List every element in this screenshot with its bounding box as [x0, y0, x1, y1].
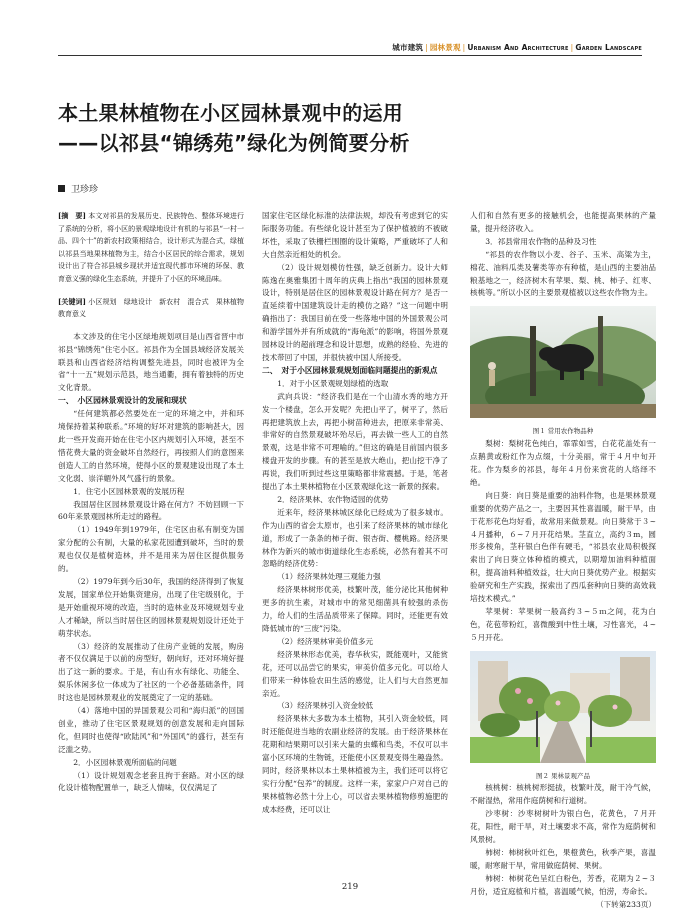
article-title: [58, 98, 658, 158]
paragraph: “祁县的农作物以小麦、谷子、玉米、高粱为主，棉花、油料瓜类及薯类等亦有种植，是山西的主要油品粮基地之一，经济树木有苹果、梨、桃、柿子、红枣、核桃等。”所以小区的主要景观植被以这些农作物为主。: [470, 249, 656, 298]
subheading: （2）经济果林审美价值多元: [277, 636, 374, 646]
paragraph: 梨树：梨树花色纯白，霏霏如雪，白花花盖处有一点鹅黄或粉红作为点缀，十分美丽，常于４月中旬开花。作为梨乡的祁县，每年４月份来赏花的人络绎不绝。: [470, 439, 656, 487]
paragraph: 经济果林树形优美，枝繁叶茂，能分泌比其他树种更多的抗生素，对城市中的常见细菌具有较强的杀伤力，给人们的生活品质带来了保障。同时，还能更有效降低城市的“三废”污染。: [262, 585, 448, 633]
author-line: [58, 182, 98, 195]
section-heading: 二、 对于小区园林景观规划面临问题提出的新观点: [262, 365, 438, 375]
header-subsection-cn: 园林景观: [429, 43, 461, 52]
paragraph: 苹果树：苹果树一般高约３~５ｍ之间，花为白色，花苞带粉红，喜微酸到中性土壤，习性喜光，４~５月开花。: [470, 606, 656, 642]
abstract-text: 本文对祁县的发展历史、民族特色、整体环境进行了系统的分析，将小区的景观绿地设计有机的与祁县“一村一品、四个十”的新农村政策相结合，设计形式为混合式，绿植以祁县当地果林植物为主，结合小区居民的综合需求，规划设计出了符合祁县城乡现状并适宜现代都市环境的环保、教育意义强的绿化生态系统，并提升了小区的环境品味。: [58, 212, 245, 283]
orchard-landscape-image: [470, 651, 656, 763]
paragraph: 核桃树：核桃树形挺拔，枝繁叶茂，耐干冷气候，不耐湿热，常用作庭荫树和行道树。: [470, 783, 656, 806]
paragraph: （2）设计规划模仿性强，缺乏创新力。设计大师陈逸在奥雅集团十周年的庆典上指出“我国的园林景观设计，特别是居住区的园林景观设计路在何方？是否一直延续着中国建筑设计走的模仿之路？”这一问题中明确指出了：我国目前在受一些落地中国的外国景观公司和游学国外并有所成就的“海龟派”的影响，将国外景观园林设计的超前理念和设计思想，成熟的经验、先进的技术带回了中国，并很快被中国人所接受。: [262, 262, 448, 362]
subheading: 3．祁县常用农作物的品种及习性: [485, 236, 597, 246]
header-text: 城市建筑 | 园林景观 | Urbanism And Architecture | Garden Landscape: [392, 43, 642, 52]
paragraph: （4）落地中国的异国景观公司和“海归派”的回国创业，推动了住宅区景观规划的创意发展和走向国际化，但同时也使得“欧陆风”和“外国风”的盛行，甚至有泛滥之势。: [58, 706, 244, 754]
paragraph: 柿树：柿树花色呈红白粉色，芳香，花期为２~３月份，适宜庭植和片植，喜温暖气候，怕涝，寿命长。: [470, 873, 656, 896]
paragraph: （1）设计规划观念老套且拘于套路。对小区的绿化设计植物配置单一，缺乏人情味，仅仅满足了: [58, 770, 244, 793]
subheading: （3）经济果林引入资金较低: [277, 701, 374, 711]
column-1: [58, 210, 252, 795]
paragraph: 本文涉及的住宅小区绿地规划项目是山西省晋中市祁县“锦绣苑”住宅小区。祁县作为全国县域经济发展关联县和山西省经济结构调整先进县，同时也被评为全省“十一五”规划示范县，地当通衢，拥有着独特的历史文化背景。: [58, 331, 244, 393]
author-name: 卫珍珍: [71, 185, 99, 195]
paragraph: 向日葵：向日葵是重要的油料作物，也是果林景观重要的优势产品之一，主要因其性喜温暖，耐干旱，由于花形花色均好看，故常用来做景观。向日葵常于３~４月播种，６~７月开花结果。茎直立，高约３m，圆形多棱角，茎秆银白色伴有硬毛，“祁县农业局积极探索出了向日葵立体种植的模式，以期增加油料种植面积，提高油料种植效益，壮大向日葵优势产业。根据实验研究和生产实践，探索出了西瓜套种向日葵的高效栽培技术模式。”: [470, 490, 656, 604]
subheading: 2．小区园林景观所面临的问题: [73, 757, 177, 767]
keywords-text: 小区规划 绿地设计 新农村 混合式 果林植物 教育意义: [58, 297, 252, 319]
crop-photo-image: [470, 306, 656, 418]
continued-note: （下转第233页）: [595, 899, 656, 909]
header-subsection-en: Garden Landscape: [575, 43, 642, 52]
keywords-label: [关键词]: [58, 296, 86, 306]
keywords: [58, 296, 252, 321]
abstract-label: [摘 要]: [58, 211, 86, 220]
section-heading: 一、 小区园林景观设计的发展和现状: [58, 396, 187, 406]
paragraph: （2）1979年到今后30年，我国的经济得到了恢复发展，国家单位开始集资建房，出现了住宅级别化，于是开始重视环境的改造，当时的造林业及环境规划专业人才稀缺，所以当时居住区的园林景观规划设计还处于萌芽状态。: [58, 576, 244, 638]
paragraph: 我国居住区园林景观设计路在何方？不妨回顾一下60年来景观园林所走过的路程。: [58, 499, 244, 522]
paragraph: 近来年，经济果林城区绿化已经成为了很多城市。作为山西的省会太原市，也引来了经济果林的城市绿化道，形成了一条条的柿子街、银杏街、樱桃路。经济果林作为新兴的城市街道绿化生态系统，必然有着其不可忽略的经济优势：: [262, 507, 448, 569]
running-header: [0, 42, 700, 56]
square-bullet-icon: [58, 185, 65, 192]
title-line-1: 本土果林植物在小区园林景观中的运用: [58, 101, 404, 125]
paragraph: （3）经济的发展推动了住房产业链的发展，购房者不仅仅满足于以前的房型好，朝向好，还对环境好提出了这一新的要求。于是，有山有水有绿化、功能全、娱乐休闲多位一体成为了社区的一个必备基础条件，同时这也是园林景观业的发展奠定了一定的基础。: [58, 641, 244, 703]
column-3: [470, 210, 656, 912]
title-line-2: ——以祁县“锦绣苑”绿化为例简要分析: [58, 131, 410, 155]
subheading: 1．对于小区景观规划绿植的选取: [277, 378, 389, 388]
paragraph: “任何建筑都必然要处在一定的环境之中，并和环境保持着某种联系。”环境的好坏对建筑的影响甚大，因此一些开发商开始在住宅小区内规划引入环境，甚至不惜花费大量的资金破坏自然经行，再按照人们的意图来创造人工的自然环境，使得小区的景观建设出现了本土文化弱、崇洋媚外风气盛行的景象。: [58, 409, 244, 483]
subheading: （1）经济果林处理三观能力强: [277, 572, 381, 582]
paragraph: 国家住宅区绿化标准的法律法规，却没有考虑到它的实际服务功能。有些绿化设计甚至为了保护植被的不被破坏性，采取了铁栅栏围圈的设计策略，严重破坏了人和大自然亲近相处的机会。: [262, 211, 448, 259]
header-section-cn: 城市建筑: [392, 43, 424, 52]
figure-2-caption: 图２ 果林景观产品: [535, 771, 591, 780]
header-rule: [58, 55, 642, 56]
figure-2: [470, 651, 656, 768]
paragraph: 武向兵说：“经济我们是在一个山清水秀的地方开发一个楼盘，怎么开发呢？先把山平了，树平了，然后再把建筑放上去，再把小树苗种进去，把原来非常美、非常好的自然景观破坏殆尽后，再去做一些人工的自然景观，这是非常不可理喻的。”但这的确是目前国内很多楼盘开发的步骤。有的甚至是放大绝山，把山挖干净了再说，我们听到过些这里策略都非常震撼。于是，笔者提出了本土果林植物在小区景观绿化这一新景的探索。: [262, 391, 448, 492]
figure-1: [470, 306, 656, 423]
subheading: 2．经济果林、农作物适园的优势: [277, 494, 389, 504]
header-section-en: Urbanism And Architecture: [467, 43, 569, 52]
abstract: [58, 210, 244, 286]
page-number: 219: [341, 882, 359, 892]
paragraph: 柿树：柿树秋叶红色，果橙黄色，秋季产果，喜温暖，耐寒耐干旱，常用做庭荫树、果树。: [470, 848, 656, 870]
subheading: 1．住宅小区园林景观的发展历程: [73, 486, 185, 496]
paragraph: 经济果林大多数为本土植物，其引入资金较低，同时还能促进当地的农副业经济的发展。由于经济果林在花期和结果期可以引来大量的虫蝶和鸟类，不仅可以丰富小区环境的生物链，还能使小区景观变得生趣盎然。同时，经济果林以本土果林植被为主，我们还可以将它实行分配“包养”的制度。这样一来，家家户户对自己的果林植物必然十分上心，可以省去果林植物修剪施肥的成本经费，还可以让: [262, 714, 448, 814]
paragraph: 经济果林形态优美，春华秋实，既能观叶，又能赏花，还可以品尝它的果实，审美价值多元化。可以给人们带来一种体验农田生活的感觉，让人们与大自然更加亲近。: [262, 649, 448, 698]
paragraph: （1）1949年到1979年，住宅区由私有制变为国家分配的公有制，大量的私家花园遭到破坏，当时的景观也仅仅是植树造林，并不是用来为居住区提供服务的。: [58, 525, 244, 574]
column-2: [262, 210, 448, 817]
paragraph: 沙枣树：沙枣树树叶为银白色，花黄色，７月开花，阳性，耐干旱，对土壤要求不高，常作为庭荫树和风景树。: [470, 809, 656, 845]
paragraph: 人们和自然有更多的接触机会，也能提高果林的产量量，提升经济收入。: [470, 211, 656, 233]
figure-1-caption: 图１ 常用农作物品种: [532, 427, 594, 436]
